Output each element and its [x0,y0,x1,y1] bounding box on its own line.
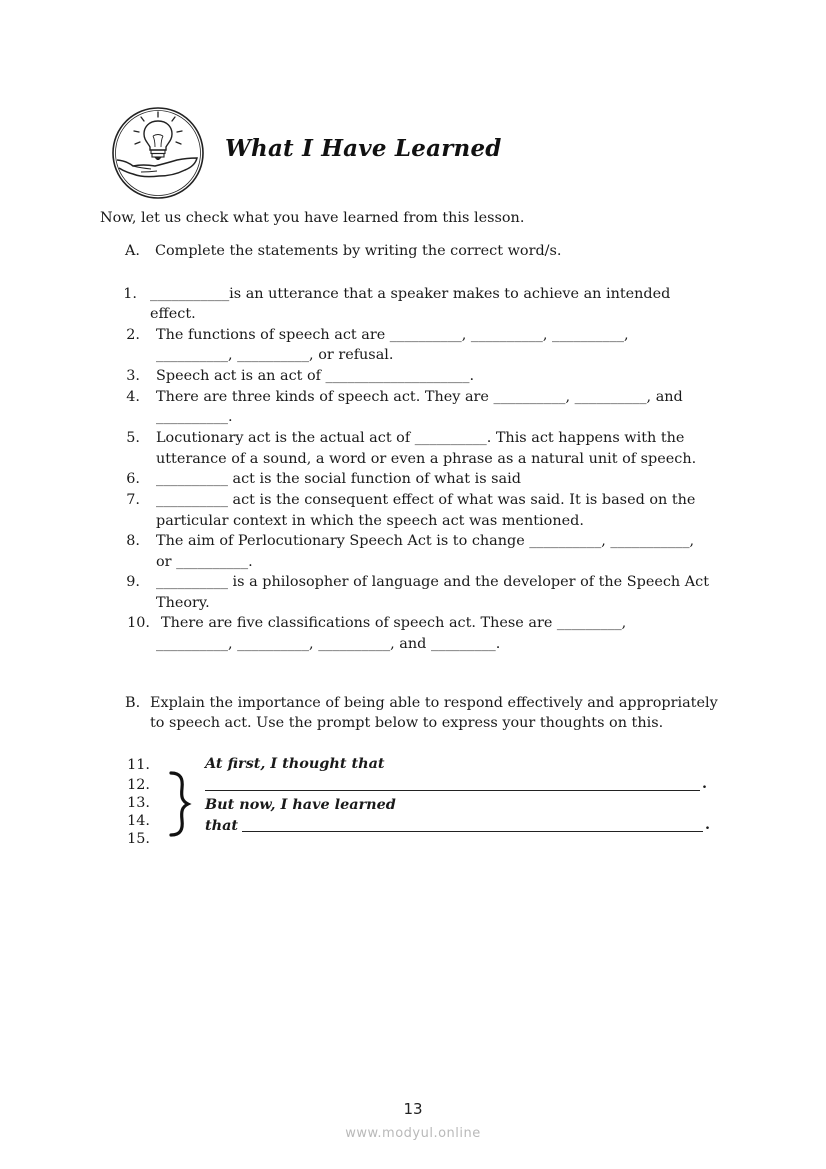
period: . [702,775,708,792]
item-line: __________, __________, or refusal. [156,347,394,363]
item-number: 2. [126,327,140,343]
prompt-first: At first, I thought that [205,755,385,772]
prompt-that: that [205,817,239,834]
part-a-instruction: Complete the statements by writing the correct word/s. [155,243,562,259]
item-line: __________. [156,409,233,425]
part-a-letter: A. [125,243,140,259]
brace-icon [168,770,192,838]
item-line: effect. [150,306,196,322]
page-title: What I Have Learned [225,135,502,162]
item-line: or __________. [156,554,253,570]
item-line: __________, __________, __________, and _________. [156,636,501,652]
intro-text: Now, let us check what you have learned from this lesson. [100,210,525,226]
item-line: __________ act is the social function of what is said [156,471,521,487]
item-number: 9. [126,574,140,590]
response-number: 13. [127,795,150,811]
lightbulb-hand-icon [111,106,205,200]
item-line: ___________is an utterance that a speaker makes to achieve an intended [150,286,671,302]
part-b-instruction: to speech act. Use the prompt below to express your thoughts on this. [150,715,664,731]
item-line: particular context in which the speech act was mentioned. [156,513,584,529]
item-number: 3. [126,368,140,384]
item-line: Speech act is an act of ____________________. [156,368,475,384]
part-b-instruction: Explain the importance of being able to respond effectively and appropriately [150,695,718,711]
response-number: 12. [127,777,150,793]
item-line: Locutionary act is the actual act of __________. This act happens with the [156,430,685,446]
response-number: 14. [127,813,150,829]
answer-line-1[interactable] [205,790,700,791]
item-number: 6. [126,471,140,487]
answer-line-2[interactable] [242,831,703,832]
watermark: www.modyul.online [345,1126,481,1141]
item-number: 7. [126,492,140,508]
page-number: 13 [403,1100,423,1118]
item-number: 4. [126,389,140,405]
item-line: __________ act is the consequent effect of what was said. It is based on the [156,492,696,508]
item-line: utterance of a sound, a word or even a phrase as a natural unit of speech. [156,451,697,467]
item-line: Theory. [156,595,210,611]
item-line: There are five classifications of speech act. These are _________, [161,615,627,631]
response-number: 11. [127,757,150,773]
item-number: 1. [123,286,137,302]
response-number: 15. [127,831,150,847]
period: . [705,816,711,833]
item-line: The aim of Perlocutionary Speech Act is to change __________, ___________, [156,533,695,549]
item-line: The functions of speech act are __________, __________, __________, [156,327,629,343]
item-line: __________ is a philosopher of language and the developer of the Speech Act [156,574,710,590]
prompt-second: But now, I have learned [205,796,396,813]
item-line: There are three kinds of speech act. They are __________, __________, and [156,389,683,405]
item-number: 5. [126,430,140,446]
item-number: 8. [126,533,140,549]
item-number: 10. [127,615,150,631]
part-b-letter: B. [125,695,141,711]
